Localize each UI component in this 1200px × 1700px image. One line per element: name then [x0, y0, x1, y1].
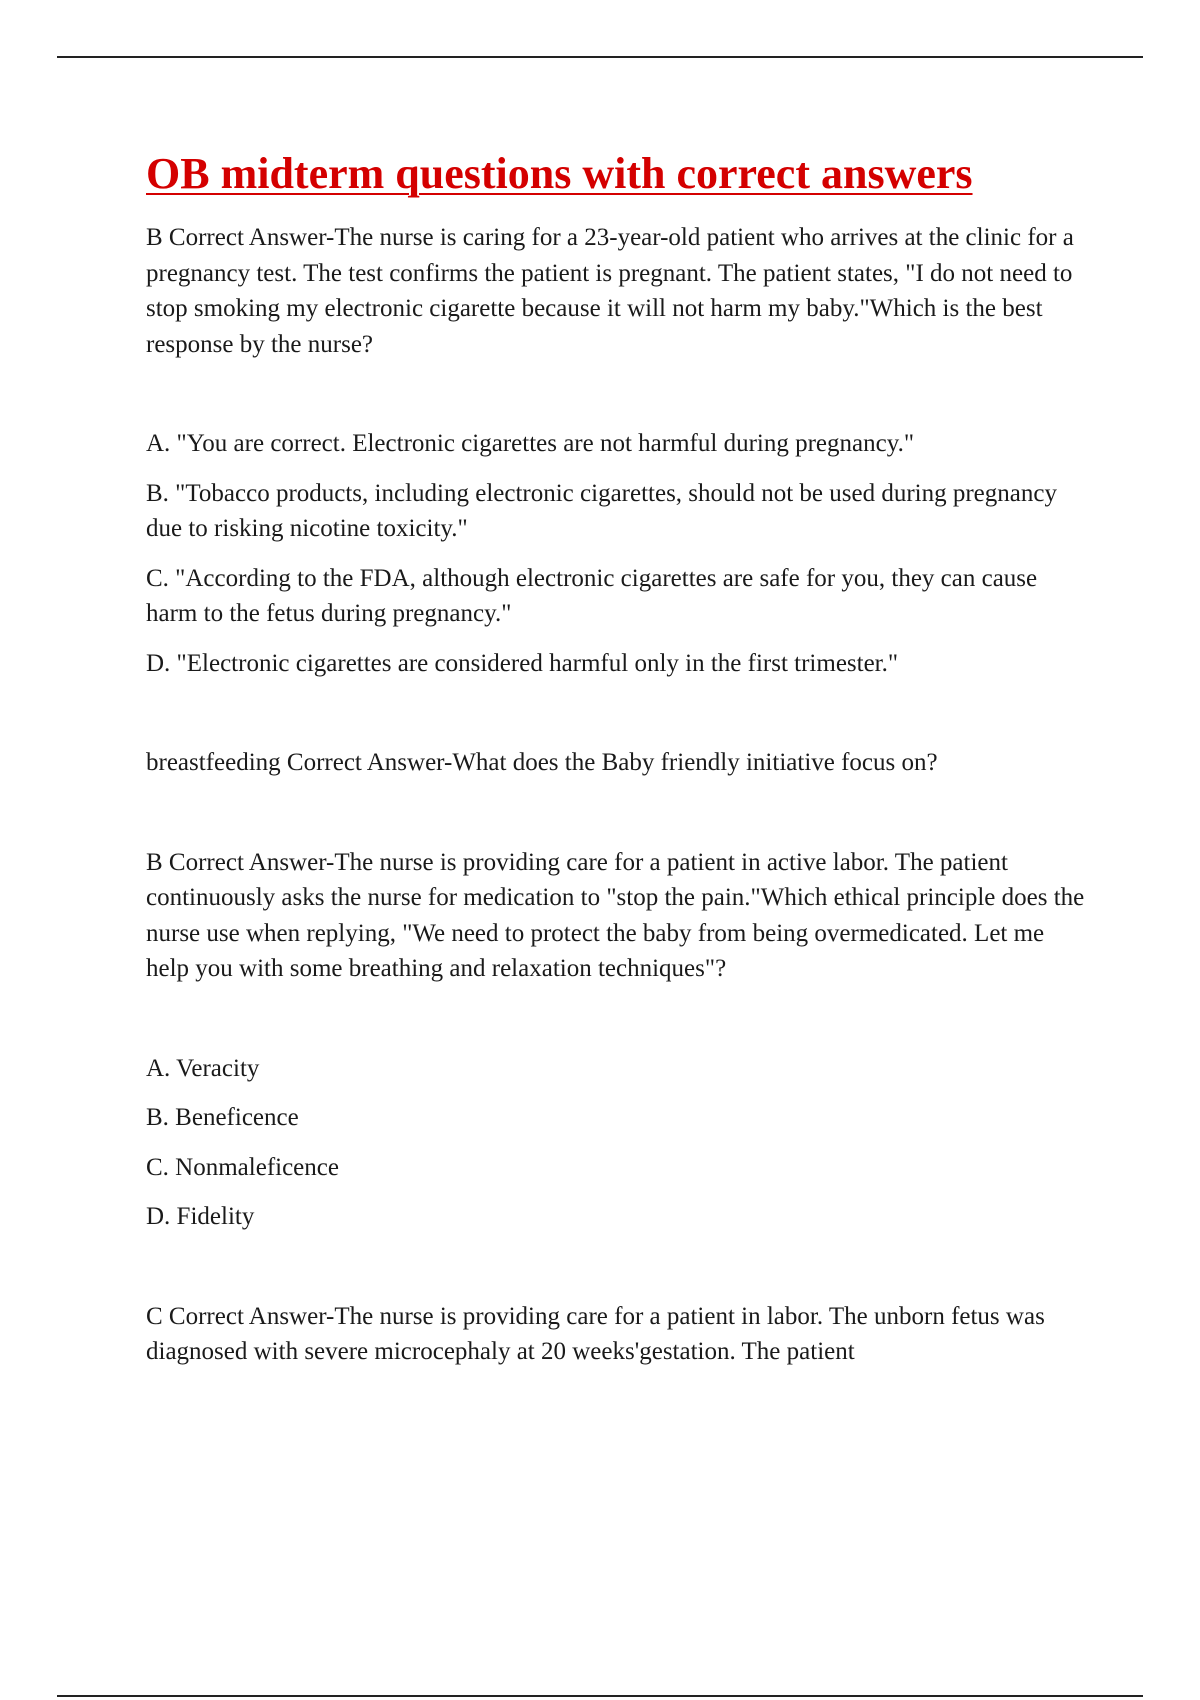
question-1-option-a: A. "You are correct. Electronic cigarettes are not harmful during pregnancy." [146, 430, 915, 457]
header-rule [57, 56, 1143, 58]
question-3-option-a: A. Veracity [146, 1054, 260, 1082]
document-title: OB midterm questions with correct answers [146, 149, 973, 198]
question-3-option-c: C. Nonmaleficence [146, 1153, 339, 1181]
question-1-option-d: D. "Electronic cigarettes are considered harmful only in the first trimester." [146, 649, 899, 677]
question-2: breastfeeding Correct Answer-What does the Baby friendly initiative focus on? [146, 749, 938, 776]
question-3-option-d: D. Fidelity [146, 1203, 255, 1230]
footer-rule [57, 1695, 1143, 1697]
question-1-option-c: C. "According to the FDA, although electronic cigarettes are safe for you, they can cause harm to the fetus during pregnancy." [146, 564, 1038, 627]
question-3: B Correct Answer-The nurse is providing care for a patient in active labor. The patient continuously asks the nurse for medication to "stop the pain."Which ethical principle does the nurse use when replying, "We need to protect the baby from being overmedicated. Let me help you with some breathing and relaxation techniques"? [146, 848, 1085, 982]
question-3-option-b: B. Beneficence [146, 1104, 299, 1131]
question-4: C Correct Answer-The nurse is providing care for a patient in labor. The unborn fetus was diagnosed with severe microcephaly at 20 weeks'gestation. The patient [146, 1302, 1045, 1365]
document-body [146, 146, 1086, 1370]
question-1: B Correct Answer-The nurse is caring for a 23-year-old patient who arrives at the clinic for a pregnancy test. The test confirms the patient is pregnant. The patient states, "I do not need to stop smoking my electronic cigarette because it will not harm my baby."Which is the best response by the nurse? [146, 224, 1074, 358]
question-1-option-b: B. "Tobacco products, including electronic cigarettes, should not be used during pregnancy due to risking nicotine toxicity." [146, 479, 1057, 542]
